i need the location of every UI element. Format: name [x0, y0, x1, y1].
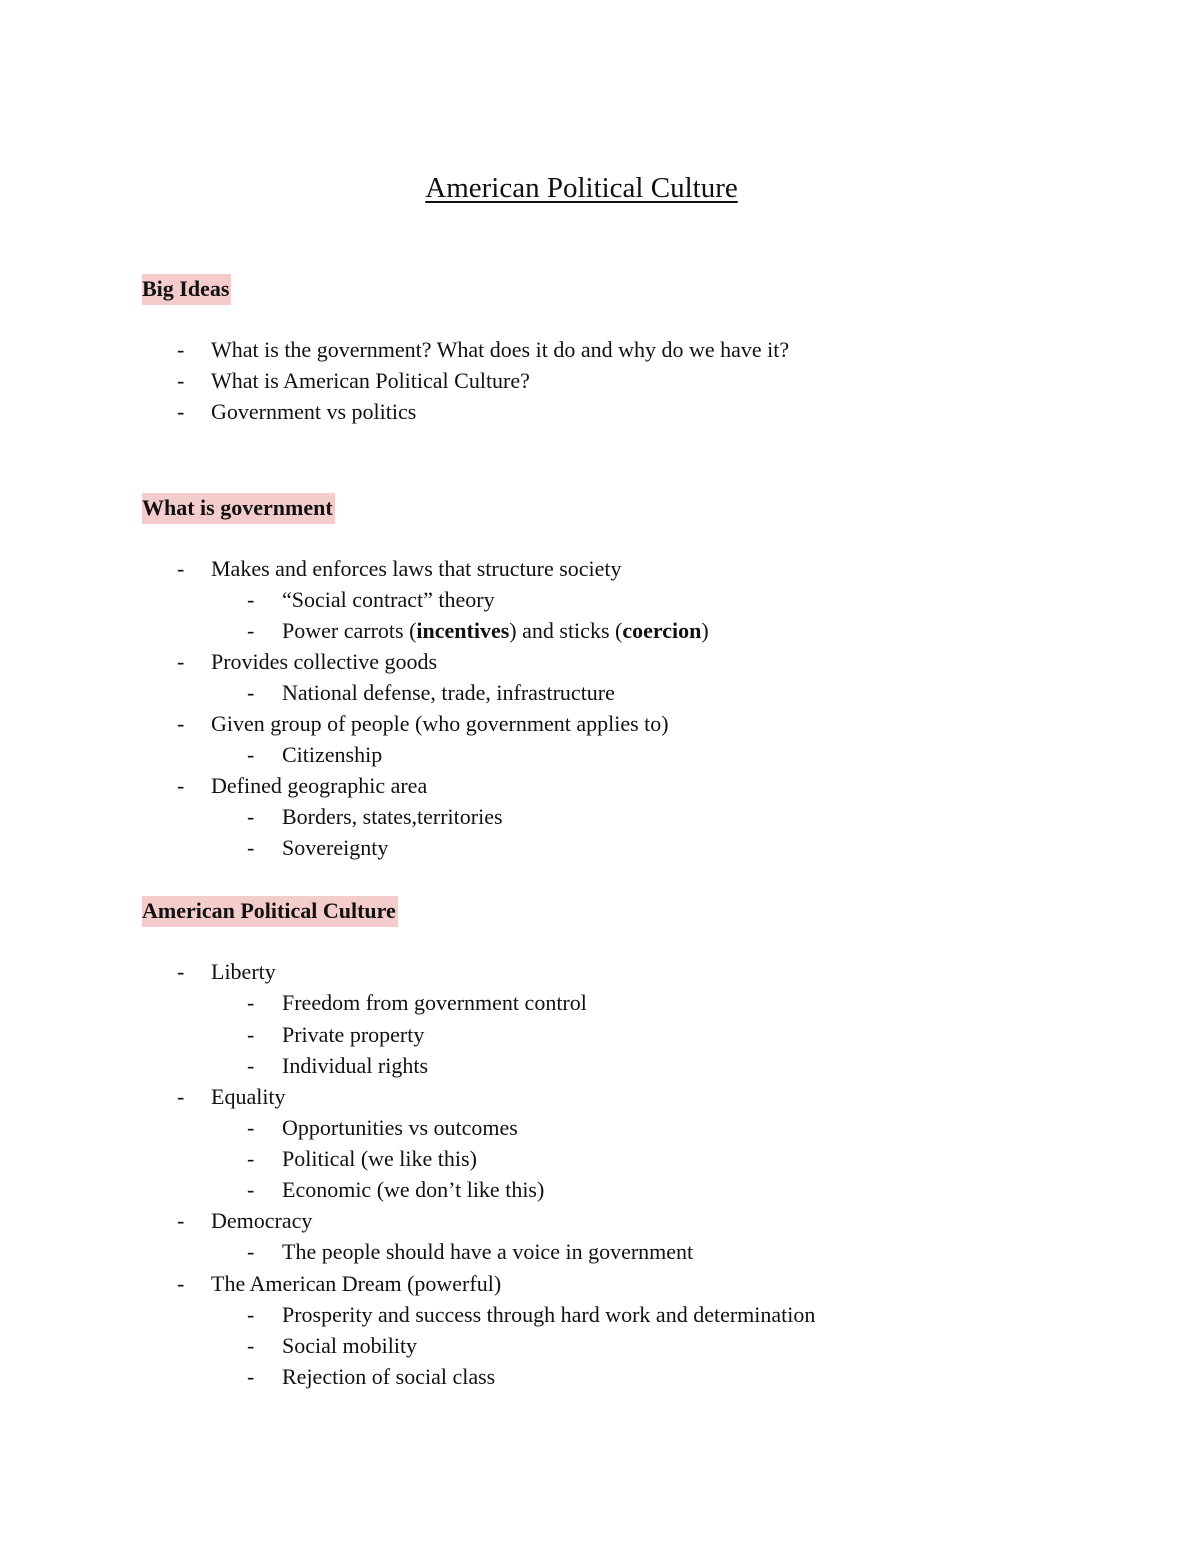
bold-term-incentives: incentives	[416, 618, 510, 643]
section-heading-big-ideas: Big Ideas	[142, 274, 231, 305]
list-item-text: Government vs politics	[211, 399, 417, 424]
bullet-dash: -	[177, 368, 185, 393]
bullet-dash: -	[247, 804, 255, 829]
sub-list-item-text: Borders, states,territories	[282, 804, 503, 829]
bullet-dash: -	[177, 1271, 185, 1296]
bullet-dash: -	[247, 1022, 255, 1047]
bullet-dash: -	[177, 337, 185, 362]
bullet-dash: -	[177, 959, 185, 984]
sub-list-item-text: Political (we like this)	[282, 1146, 477, 1171]
list-item-text: Equality	[211, 1084, 286, 1109]
list-item-text: Provides collective goods	[211, 649, 438, 674]
sub-list-item-text: Freedom from government control	[282, 990, 587, 1015]
bullet-dash: -	[247, 1239, 255, 1264]
bold-term-coercion: coercion	[622, 618, 702, 643]
bullet-dash: -	[177, 649, 185, 674]
bullet-dash: -	[247, 1333, 255, 1358]
page-title: American Political Culture	[425, 172, 738, 204]
section-heading-american-political-culture: American Political Culture	[142, 896, 398, 927]
list-item-text: The American Dream (powerful)	[211, 1271, 502, 1296]
sub-list-item-text: Economic (we don’t like this)	[282, 1177, 545, 1202]
list-item-text: Democracy	[211, 1208, 313, 1233]
list-item-text: Given group of people (who government applies to)	[211, 711, 669, 736]
bullet-dash: -	[247, 587, 255, 612]
sub-list-item-text: Power carrots (incentives) and sticks (coercion)	[282, 618, 709, 643]
bullet-dash: -	[177, 1208, 185, 1233]
sub-list-item-text: Citizenship	[282, 742, 383, 767]
sub-list-item-text: Private property	[282, 1022, 425, 1047]
list-item-text: Defined geographic area	[211, 773, 428, 798]
sub-list-item-text: Prosperity and success through hard work and determination	[282, 1302, 816, 1327]
section-heading-what-is-government: What is government	[142, 493, 335, 524]
bullet-dash: -	[177, 399, 185, 424]
sub-list-item-text: Social mobility	[282, 1333, 418, 1358]
sub-list-item-text: National defense, trade, infrastructure	[282, 680, 615, 705]
sub-list-item-text: “Social contract” theory	[282, 587, 495, 612]
bullet-dash: -	[247, 990, 255, 1015]
bullet-dash: -	[177, 1084, 185, 1109]
bullet-dash: -	[177, 556, 185, 581]
bullet-dash: -	[247, 1146, 255, 1171]
bullet-dash: -	[247, 1115, 255, 1140]
sub-list-item-text: The people should have a voice in government	[282, 1239, 694, 1264]
sub-list-item-text: Sovereignty	[282, 835, 389, 860]
list-item-text: What is the government? What does it do and why do we have it?	[211, 337, 790, 362]
bullet-dash: -	[247, 835, 255, 860]
sub-list-item-text: Individual rights	[282, 1053, 429, 1078]
bullet-dash: -	[247, 1177, 255, 1202]
list-item-text: Liberty	[211, 959, 276, 984]
bullet-dash: -	[247, 1053, 255, 1078]
sub-list-item-text: Opportunities vs outcomes	[282, 1115, 518, 1140]
bullet-dash: -	[177, 711, 185, 736]
bullet-dash: -	[247, 618, 255, 643]
bullet-dash: -	[247, 1364, 255, 1389]
list-item-text: What is American Political Culture?	[211, 368, 530, 393]
sub-list-item-text: Rejection of social class	[282, 1364, 496, 1389]
bullet-dash: -	[177, 773, 185, 798]
bullet-dash: -	[247, 742, 255, 767]
bullet-dash: -	[247, 680, 255, 705]
bullet-dash: -	[247, 1302, 255, 1327]
list-item-text: Makes and enforces laws that structure society	[211, 556, 622, 581]
